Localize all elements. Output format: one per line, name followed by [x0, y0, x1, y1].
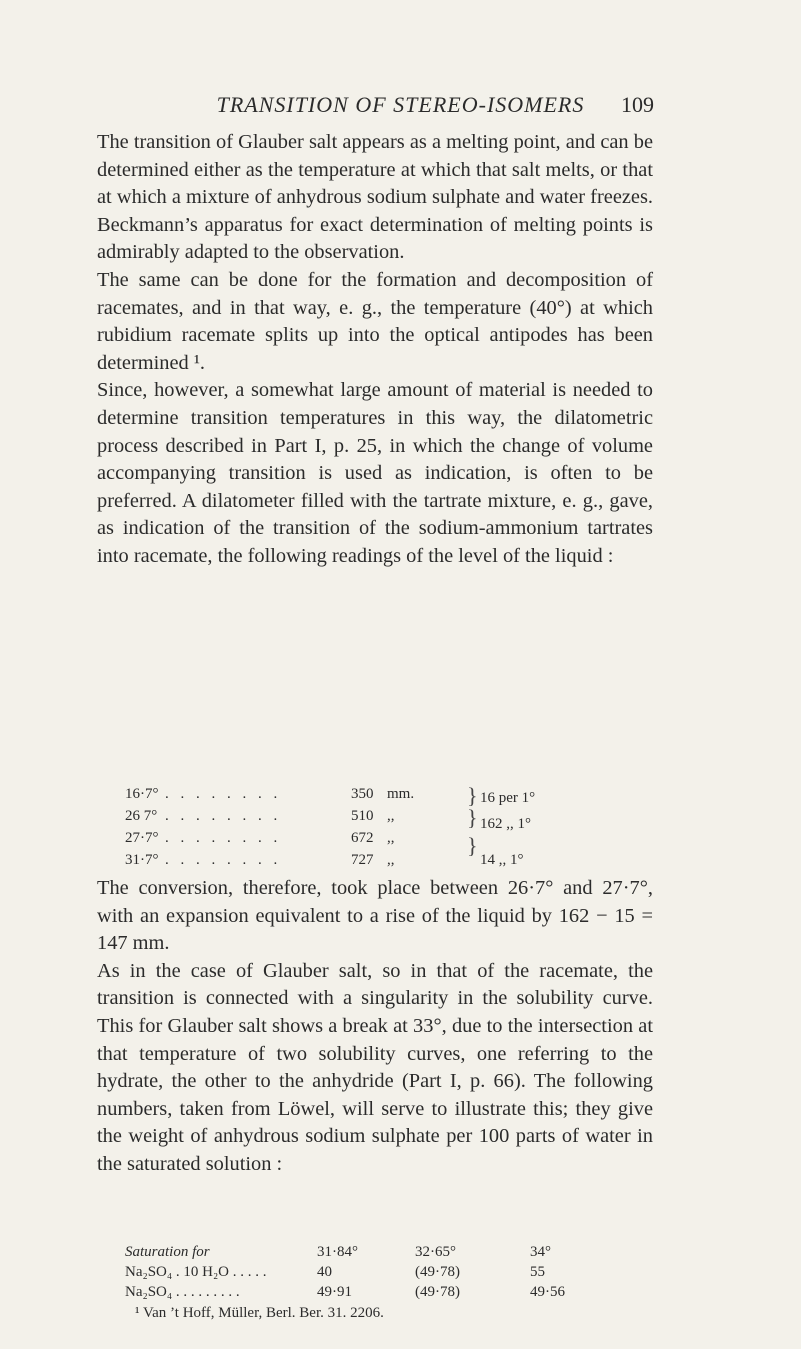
reading-temperature: 31·7°	[125, 852, 159, 868]
reading-row	[125, 852, 685, 874]
table-cell: (49·78)	[415, 1264, 460, 1280]
running-title: TRANSITION OF STEREO-ISOMERS	[216, 92, 585, 117]
table-header-cell: 32·65°	[415, 1244, 456, 1260]
table-cell: 55	[530, 1264, 545, 1280]
reading-row	[125, 783, 685, 808]
brace-glyph: }	[467, 805, 478, 830]
footnote: ¹ Van ’t Hoff, Müller, Berl. Ber. 31. 2206.	[135, 1305, 384, 1321]
reading-row	[125, 805, 685, 830]
leader-dots: . . . . . . . .	[165, 830, 282, 846]
page-number: 109	[621, 92, 654, 117]
leader-dots: . . . . . . . .	[165, 808, 282, 824]
rate-value: 14 ,, 1°	[480, 852, 524, 868]
reading-unit: ,,	[387, 808, 395, 824]
table-cell: 40	[317, 1264, 332, 1280]
table-header-cell: 34°	[530, 1244, 551, 1260]
reading-unit: ,,	[387, 830, 395, 846]
reading-level: 727	[351, 852, 374, 868]
body-text-section-2	[97, 875, 653, 1179]
dilatometer-readings	[125, 783, 685, 878]
table-cell: Na₂SO₄ . . . . . . . . .	[125, 1284, 240, 1300]
reading-unit: ,,	[387, 852, 395, 868]
paragraph: Since, however, a somewhat large amount of material is needed to determine transition temperatures in this way, the dilatometric process described in Part I, p. 25, in which the change of volume accompanying transition is used as indication, is often to be preferred. A dilatometer filled with the tartrate mixture, e. g., gave, as indication of the transition of the sodium-ammonium tartrates into racemate, the following readings of the level of the liquid :	[97, 379, 653, 567]
brace-glyph: }	[467, 783, 478, 808]
reading-row	[125, 830, 685, 852]
solubility-table	[125, 1244, 685, 1314]
table-cell: 49·91	[317, 1284, 352, 1300]
table-header-cell: 31·84°	[317, 1244, 358, 1260]
table-cell: Na₂SO₄ . 10 H₂O . . . . .	[125, 1264, 267, 1280]
leader-dots: . . . . . . . .	[165, 852, 282, 868]
table-row	[125, 1284, 685, 1304]
reading-temperature: 16·7°	[125, 786, 159, 802]
paragraph: The same can be done for the formation and decomposition of racemates, and in that way, e. g., the temperature (40°) at which rubidium racemate splits up into the optical antipodes has been determined ¹.	[97, 268, 653, 374]
rate-value: 16 per 1°	[480, 790, 536, 806]
reading-unit: mm.	[387, 786, 415, 802]
table-cell: 49·56	[530, 1284, 565, 1300]
reading-temperature: 27·7°	[125, 830, 159, 846]
leader-dots: . . . . . . . .	[165, 786, 282, 802]
table-cell: (49·78)	[415, 1284, 460, 1300]
table-header-cell: Saturation for	[125, 1244, 210, 1260]
reading-level: 350	[351, 786, 374, 802]
rate-value: 162 ,, 1°	[480, 816, 531, 832]
paragraph: As in the case of Glauber salt, so in that of the racemate, the transition is connected with a singularity in the solubility curve. This for Glauber salt shows a break at 33°, due to the intersection at that temperature of two solubility curves, one referring to the hydrate, the other to the anhydride (Part I, p. 66). The following numbers, taken from Löwel, will serve to illustrate this; they give the weight of anhydrous sodium sulphate per 100 parts of water in the saturated solution :	[97, 959, 653, 1175]
reading-temperature: 26 7°	[125, 808, 158, 824]
reading-level: 672	[351, 830, 374, 846]
paragraph: The conversion, therefore, took place between 26·7° and 27·7°, with an expansion equivalent to a rise of the liquid by 162 − 15 = 147 mm.	[97, 877, 653, 955]
table-row	[125, 1264, 685, 1284]
table-header-row	[125, 1244, 685, 1264]
reading-level: 510	[351, 808, 374, 824]
brace-glyph: }	[467, 833, 478, 858]
body-text-section-1	[97, 129, 653, 571]
paragraph: The transition of Glauber salt appears as a melting point, and can be determined either as the temperature at which that salt melts, or that at which a mixture of anhydrous sodium sulphate and water freezes. Beckmann’s apparatus for exact determination of melting points is admirably adapted to the observation.	[97, 131, 653, 264]
page-header	[0, 92, 801, 124]
